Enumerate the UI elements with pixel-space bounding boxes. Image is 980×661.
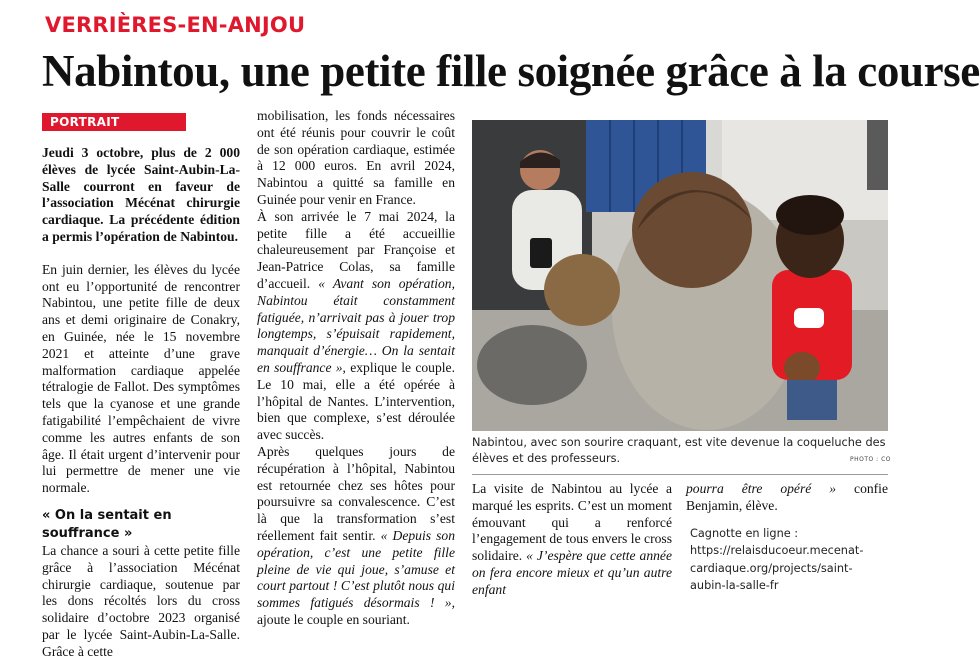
photo-credit: PHOTO : CO — [850, 456, 891, 463]
body-paragraph: mobilisation, les fonds nécessaires ont été réunis pour couvrir le coût de son opération cardiaque, estimée à 12 000 euros. En avril 2024, Nabintou a quitté sa famille en Guinée pour venir en France. — [257, 108, 455, 207]
subheading: « On la sentait en souffrance » — [42, 507, 172, 541]
quote: « Depuis son opération, c’est une petite fille pleine de vie qui joue, s’amuse et court partout ! C’est plutôt nous qui sommes fatigués désormais ! » — [257, 527, 455, 611]
column-1 — [42, 145, 240, 661]
text-run: À son arrivée le 7 mai 2024, la petite fille a été accueillie chaleureusement par Françoise et Jean-Patrice Colas, sa famille d’accueil. — [257, 208, 455, 291]
quote: « J’espère que cette année on fera encore mieux et qu’un autre enfant — [472, 548, 672, 597]
text-run: confie Benjamin, élève. — [686, 481, 888, 513]
column-3 — [472, 481, 672, 599]
text-run: Après quelques jours de récupération à l’hôpital, Nabintou est retournée chez ses hôtes pour poursuivre sa convalescence. C’est là que la transformation s’est réellement fait sentir. — [257, 443, 455, 543]
divider — [472, 474, 888, 475]
location-kicker: VERRIÈRES-EN-ANJOU — [45, 13, 306, 37]
body-paragraph — [257, 209, 455, 444]
column-2 — [257, 108, 455, 629]
fundraising-link-note: Cagnotte en ligne : https://relaisducoeur.mecenat-cardiaque.org/projects/saint-aubin-la-salle-fr — [690, 527, 864, 593]
body-paragraph — [257, 444, 455, 629]
photo-caption: Nabintou, avec son sourire craquant, est vite devenue la coqueluche des élèves et des professeurs. — [472, 436, 886, 465]
article-photo — [472, 120, 888, 431]
photo-illustration — [472, 120, 888, 431]
column-4 — [686, 481, 888, 515]
quote: pourra être opéré » — [686, 481, 837, 496]
text-run: , ajoute le couple en souriant. — [257, 595, 455, 627]
lead-paragraph: Jeudi 3 octobre, plus de 2 000 élèves de lycée Saint-Aubin-La-Salle courront en faveur de l’association Mécénat chirurgie cardiaque. La précédente édition a permis l’opération de Nabintou. — [42, 145, 240, 244]
body-paragraph — [472, 481, 672, 599]
text-run: La visite de Nabintou au lycée a marqué les esprits. C’est un moment émouvant qui a renforcé l’engagement de tous envers le cross solidaire. — [472, 481, 672, 564]
headline: Nabintou, une petite fille soignée grâce à la course — [42, 46, 980, 96]
rubric-label: PORTRAIT — [42, 113, 186, 131]
body-paragraph: La chance a souri à cette petite fille grâce à l’association Mécénat chirurgie cardiaque, soutenue par les dons récoltés lors du cross solidaire d’octobre 2023 organisé par le lycée Saint-Aubin-La-Salle. Grâce à cette — [42, 542, 240, 659]
text-run: , explique le couple. Le 10 mai, elle a été opérée à l’hôpital de Nantes. L’intervention, bien que complexe, s’est déroulée avec succès. — [257, 359, 455, 443]
body-paragraph: En juin dernier, les élèves du lycée ont eu l’opportunité de rencontrer Nabintou, une petite fille de deux ans et demi originaire de Conakry, en Guinée, née le 15 novembre 2021 et atteinte d’une grave malformation cardiaque appelée tétralogie de Fallot. Des symptômes tels que la cyanose et une grande fatigabilité l’empêchaient de vivre comme les autres enfants de son âge. Il était urgent d’intervenir pour lui permettre de mener une vie normale. — [42, 261, 240, 496]
quote: « Avant son opération, Nabintou était constamment fatiguée, n’arrivait pas à jouer trop longtemps, s’épuisait rapidement, manquait d’énergie… On la sentait en souffrance » — [257, 275, 455, 375]
body-paragraph — [686, 481, 888, 515]
